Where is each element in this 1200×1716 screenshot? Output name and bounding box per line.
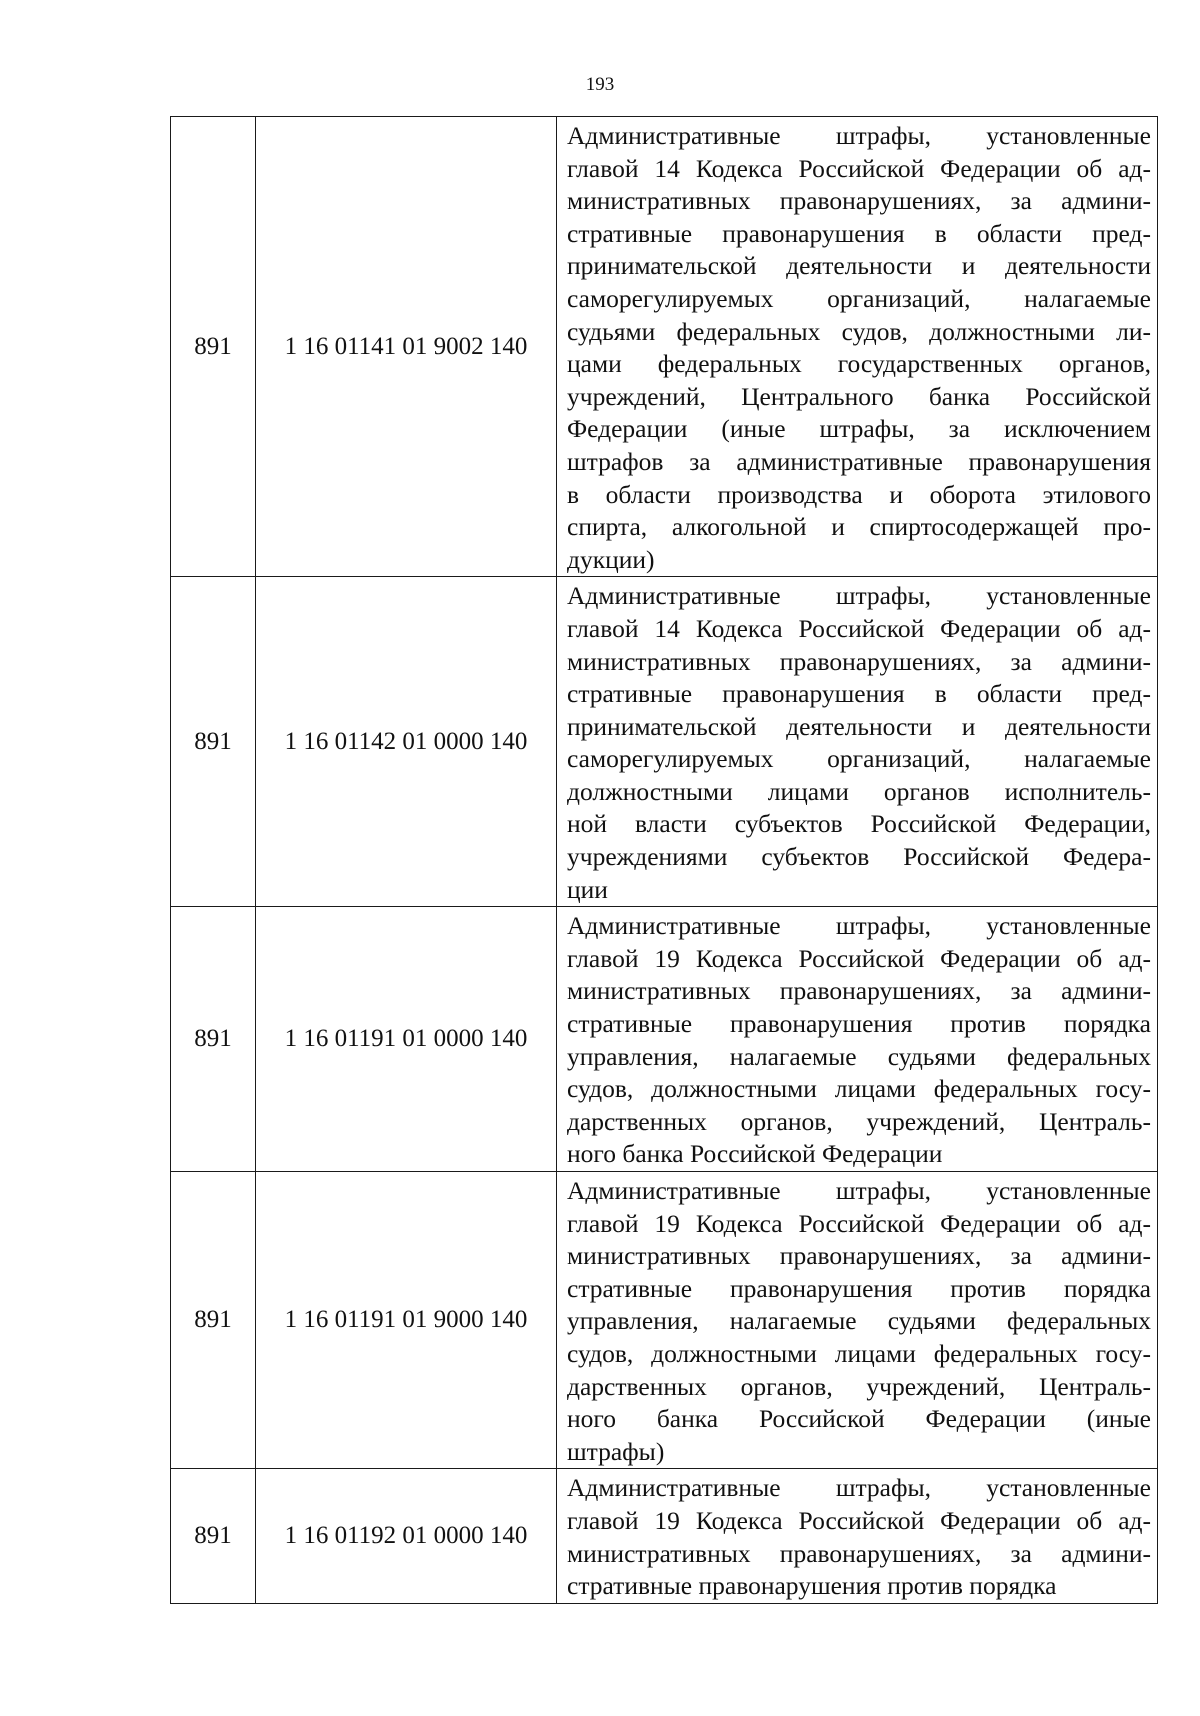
kbk-code-cell: 1 16 01191 01 0000 140 — [256, 907, 557, 1172]
description-line: главой 19 Кодекса Российской Федерации об ад- — [567, 1505, 1151, 1535]
kbk-code-cell: 1 16 01192 01 0000 140 — [256, 1469, 557, 1603]
description-line: министративных правонарушениях, за админи- — [567, 186, 1151, 216]
description-line: цами федеральных государственных органов, — [567, 349, 1151, 379]
kbk-code-cell: 1 16 01142 01 0000 140 — [256, 577, 557, 907]
description-line: судов, должностными лицами федеральных госу- — [567, 1338, 1151, 1368]
description-line: штрафы) — [567, 1436, 665, 1466]
description-cell — [557, 1469, 1158, 1603]
table-row — [171, 1172, 1158, 1469]
description-line: спирта, алкогольной и спиртосодержащей про- — [567, 512, 1151, 542]
description-line: стративные правонарушения в области пред- — [567, 218, 1151, 248]
description-line: принимательской деятельности и деятельности — [567, 711, 1151, 741]
page-number: 193 — [585, 74, 615, 95]
table-row — [171, 117, 1158, 577]
description-line: судов, должностными лицами федеральных госу- — [567, 1074, 1151, 1104]
description-line: главой 19 Кодекса Российской Федерации об ад- — [567, 1208, 1151, 1238]
description-line: должностными лицами органов исполнитель- — [567, 776, 1151, 806]
admin-code-cell: 891 — [171, 1469, 256, 1603]
description-line: дукции) — [567, 544, 655, 574]
admin-code-cell: 891 — [171, 1172, 256, 1469]
description-line: главой 14 Кодекса Российской Федерации об ад- — [567, 153, 1151, 183]
description-line: ции — [567, 874, 608, 904]
description-line: судьями федеральных судов, должностными ли- — [567, 316, 1151, 346]
description-line: учреждений, Центрального банка Российской — [567, 381, 1151, 411]
table-row — [171, 1469, 1158, 1603]
table-row — [171, 907, 1158, 1172]
description-line: министративных правонарушениях, за админи- — [567, 976, 1151, 1006]
description-line: стративные правонарушения в области пред- — [567, 679, 1151, 709]
description-line: управления, налагаемые судьями федеральных — [567, 1306, 1151, 1336]
admin-code-cell: 891 — [171, 117, 256, 577]
description-line: ной власти субъектов Российской Федерации, — [567, 809, 1151, 839]
description-line: саморегулируемых организаций, налагаемые — [567, 283, 1151, 313]
description-line: ного банка Российской Федерации — [567, 1139, 943, 1169]
description-line: стративные правонарушения против порядка — [567, 1273, 1151, 1303]
description-line: учреждениями субъектов Российской Федера- — [567, 842, 1151, 872]
description-line: управления, налагаемые судьями федеральных — [567, 1041, 1151, 1071]
description-cell — [557, 577, 1158, 907]
description-line: штрафов за административные правонарушения — [567, 446, 1151, 476]
description-line: Административные штрафы, установленные — [567, 581, 1151, 611]
description-line: ного банка Российской Федерации (иные — [567, 1404, 1151, 1434]
description-line: главой 14 Кодекса Российской Федерации об ад- — [567, 613, 1151, 643]
description-line: Административные штрафы, установленные — [567, 1473, 1151, 1503]
description-line: саморегулируемых организаций, налагаемые — [567, 744, 1151, 774]
table-body — [171, 117, 1158, 1604]
description-line: в области производства и оборота этилового — [567, 479, 1151, 509]
admin-code-cell: 891 — [171, 907, 256, 1172]
description-line: Административные штрафы, установленные — [567, 911, 1151, 941]
description-line: дарственных органов, учреждений, Централь- — [567, 1106, 1151, 1136]
description-line: стративные правонарушения против порядка — [567, 1009, 1151, 1039]
description-line: главой 19 Кодекса Российской Федерации об ад- — [567, 943, 1151, 973]
kbk-code-cell: 1 16 01141 01 9002 140 — [256, 117, 557, 577]
description-cell — [557, 907, 1158, 1172]
kbk-code-cell: 1 16 01191 01 9000 140 — [256, 1172, 557, 1469]
description-line: дарственных органов, учреждений, Централь- — [567, 1371, 1151, 1401]
description-line: министративных правонарушениях, за админи- — [567, 1538, 1151, 1568]
table-row — [171, 577, 1158, 907]
description-line: принимательской деятельности и деятельности — [567, 251, 1151, 281]
description-line: Федерации (иные штрафы, за исключением — [567, 414, 1151, 444]
description-line: Административные штрафы, установленные — [567, 121, 1151, 150]
budget-classification-table — [170, 116, 1158, 1604]
admin-code-cell: 891 — [171, 577, 256, 907]
description-line: министративных правонарушениях, за админи- — [567, 1241, 1151, 1271]
description-line: министративных правонарушениях, за админи- — [567, 646, 1151, 676]
description-cell — [557, 1172, 1158, 1469]
description-cell — [557, 117, 1158, 577]
description-line: Административные штрафы, установленные — [567, 1176, 1151, 1205]
description-line: стративные правонарушения против порядка — [567, 1571, 1057, 1601]
